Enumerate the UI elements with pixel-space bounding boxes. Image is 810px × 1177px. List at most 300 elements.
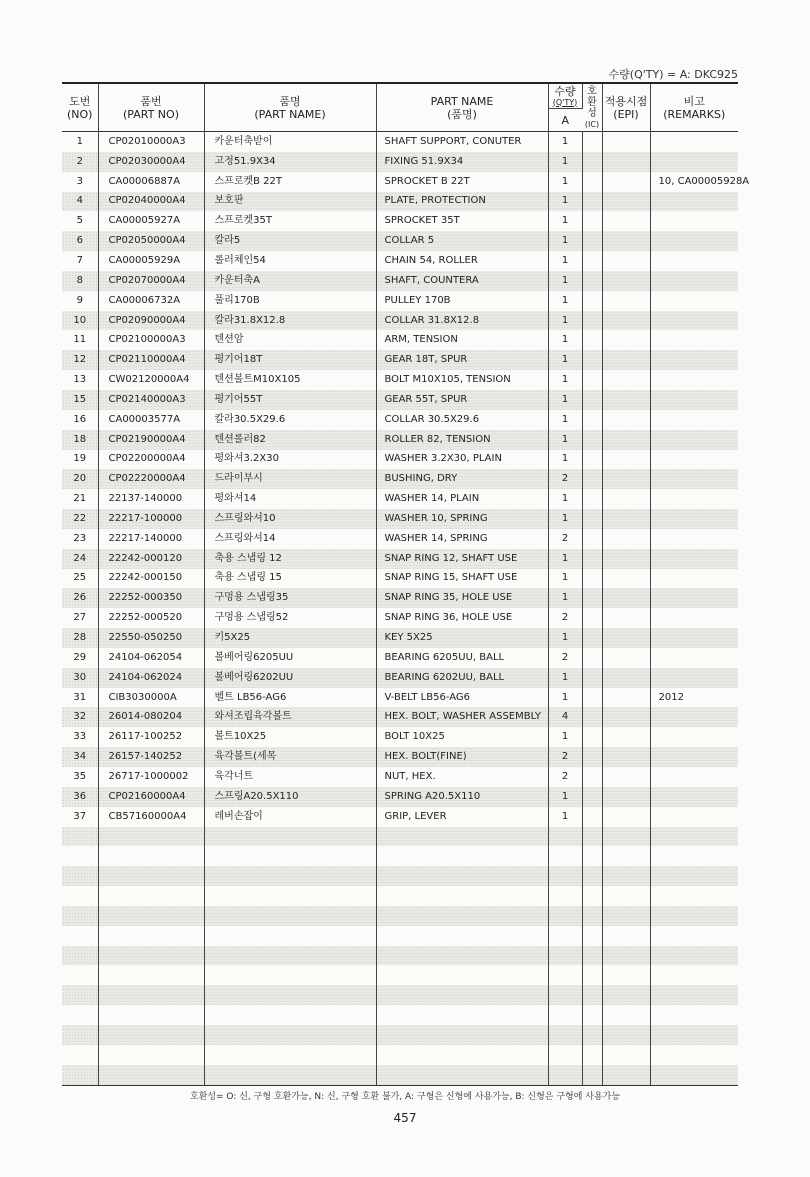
cell-kr: 레버손잡이: [204, 807, 376, 827]
cell-qa: 1: [548, 688, 582, 708]
cell-epi: [602, 291, 650, 311]
cell-qa: [548, 866, 582, 886]
cell-epi: [602, 529, 650, 549]
cell-en: SNAP RING 12, SHAFT USE: [376, 549, 548, 569]
cell-qa: 1: [548, 509, 582, 529]
cell-qa: [548, 846, 582, 866]
table-row: [62, 549, 738, 569]
cell-epi: [602, 965, 650, 985]
table-row: [62, 291, 738, 311]
table-row: [62, 271, 738, 291]
cell-pn: [98, 926, 204, 946]
cell-epi: [602, 469, 650, 489]
cell-rm: [650, 390, 738, 410]
cell-ic: [582, 450, 602, 470]
cell-pn: CP02200000A4: [98, 450, 204, 470]
cell-en: BEARING 6202UU, BALL: [376, 668, 548, 688]
cell-ic: [582, 946, 602, 966]
cell-rm: [650, 787, 738, 807]
cell-kr: 풀리170B: [204, 291, 376, 311]
cell-qa: [548, 985, 582, 1005]
cell-rm: [650, 529, 738, 549]
cell-rm: [650, 450, 738, 470]
cell-ic: [582, 688, 602, 708]
cell-ic: [582, 370, 602, 390]
cell-qa: 1: [548, 251, 582, 271]
cell-no: 2: [62, 152, 98, 172]
cell-en: [376, 926, 548, 946]
empty-row: [62, 985, 738, 1005]
cell-rm: [650, 509, 738, 529]
cell-qa: [548, 906, 582, 926]
cell-kr: 롤러체인54: [204, 251, 376, 271]
cell-rm: [650, 747, 738, 767]
cell-en: SPRING A20.5X110: [376, 787, 548, 807]
cell-rm: [650, 231, 738, 251]
cell-no: [62, 946, 98, 966]
cell-ic: [582, 965, 602, 985]
cell-pn: CA00006732A: [98, 291, 204, 311]
table-row: [62, 787, 738, 807]
cell-en: [376, 886, 548, 906]
cell-en: [376, 985, 548, 1005]
cell-pn: CA00005927A: [98, 211, 204, 231]
cell-ic: [582, 985, 602, 1005]
table-row: [62, 688, 738, 708]
cell-qa: 1: [548, 410, 582, 430]
cell-en: KEY 5X25: [376, 628, 548, 648]
cell-epi: [602, 152, 650, 172]
cell-epi: [602, 509, 650, 529]
header-part-no: 품번 (PART NO): [98, 83, 204, 132]
cell-rm: 10, CA00005928A: [658, 175, 750, 187]
cell-ic: [582, 707, 602, 727]
cell-qa: 2: [548, 608, 582, 628]
cell-pn: [98, 965, 204, 985]
cell-rm: [650, 648, 738, 668]
cell-rm: [650, 1045, 738, 1065]
cell-ic: [582, 787, 602, 807]
empty-row: [62, 926, 738, 946]
cell-en: [376, 846, 548, 866]
table-row: [62, 489, 738, 509]
cell-ic: [582, 231, 602, 251]
cell-ic: [582, 271, 602, 291]
cell-rm: [650, 985, 738, 1005]
cell-epi: [602, 251, 650, 271]
cell-kr: 스프로켓35T: [204, 211, 376, 231]
cell-en: [376, 1065, 548, 1085]
cell-ic: [582, 588, 602, 608]
cell-kr: 스프링A20.5X110: [204, 787, 376, 807]
cell-en: WASHER 3.2X30, PLAIN: [376, 450, 548, 470]
cell-epi: [602, 846, 650, 866]
cell-ic: [582, 569, 602, 589]
header-ic: 호 환 성 (IC): [582, 83, 602, 132]
table-row: [62, 132, 738, 152]
cell-epi: [602, 450, 650, 470]
cell-qa: 1: [548, 330, 582, 350]
cell-no: 12: [62, 350, 98, 370]
cell-epi: [602, 926, 650, 946]
cell-no: 30: [62, 668, 98, 688]
cell-epi: [602, 588, 650, 608]
cell-qa: 1: [548, 628, 582, 648]
cell-ic: [582, 152, 602, 172]
cell-epi: [602, 211, 650, 231]
cell-kr: 텐션볼트M10X105: [204, 370, 376, 390]
table-row: [62, 350, 738, 370]
cell-ic: [582, 489, 602, 509]
empty-row: [62, 1045, 738, 1065]
cell-kr: 텐션롤러82: [204, 430, 376, 450]
cell-en: [376, 866, 548, 886]
table-row: [62, 648, 738, 668]
cell-kr: 축용 스냅링 15: [204, 569, 376, 589]
cell-epi: [602, 390, 650, 410]
cell-kr: [204, 1065, 376, 1085]
cell-qa: [548, 1025, 582, 1045]
cell-ic: [582, 926, 602, 946]
cell-epi: [602, 1005, 650, 1025]
cell-epi: [602, 569, 650, 589]
cell-en: [376, 1005, 548, 1025]
cell-pn: CIB3030000A: [98, 688, 204, 708]
cell-en: BUSHING, DRY: [376, 469, 548, 489]
cell-kr: 보호판: [204, 192, 376, 212]
cell-rm: [650, 370, 738, 390]
qty-note: 수량(Q'TY) = A: DKC925: [608, 68, 738, 81]
footnote: 호환성= O: 신, 구형 호환가능, N: 신, 구형 호환 불가, A: 구형은 신형에 사용가능, B: 신형은 구형에 사용가능: [189, 1092, 621, 1102]
cell-ic: [582, 172, 602, 192]
cell-kr: 스프로켓B 22T: [204, 172, 376, 192]
cell-kr: [204, 866, 376, 886]
cell-epi: [602, 271, 650, 291]
cell-en: PLATE, PROTECTION: [376, 192, 548, 212]
cell-ic: [582, 1025, 602, 1045]
cell-no: 8: [62, 271, 98, 291]
cell-epi: [602, 688, 650, 708]
cell-kr: 칼라30.5X29.6: [204, 410, 376, 430]
cell-rm: [650, 330, 738, 350]
cell-qa: 2: [548, 767, 582, 787]
cell-pn: 24104-062024: [98, 668, 204, 688]
cell-en: WASHER 14, PLAIN: [376, 489, 548, 509]
cell-pn: CP02160000A4: [98, 787, 204, 807]
cell-en: WASHER 10, SPRING: [376, 509, 548, 529]
cell-rm: [650, 211, 738, 231]
header-remarks: 비고 (REMARKS): [650, 83, 738, 132]
table-row: [62, 211, 738, 231]
cell-ic: [582, 390, 602, 410]
cell-pn: CP02040000A4: [98, 192, 204, 212]
cell-pn: CP02070000A4: [98, 271, 204, 291]
cell-no: 9: [62, 291, 98, 311]
cell-no: [62, 965, 98, 985]
cell-qa: [548, 1045, 582, 1065]
cell-rm: [650, 628, 738, 648]
cell-no: [62, 846, 98, 866]
cell-no: [62, 985, 98, 1005]
cell-kr: 평기어18T: [204, 350, 376, 370]
empty-row: [62, 946, 738, 966]
cell-en: FIXING 51.9X34: [376, 152, 548, 172]
cell-epi: [602, 489, 650, 509]
cell-rm: [650, 152, 738, 172]
cell-ic: [582, 291, 602, 311]
cell-no: [62, 886, 98, 906]
cell-en: [376, 946, 548, 966]
empty-row: [62, 827, 738, 847]
cell-epi: [602, 430, 650, 450]
cell-no: [62, 827, 98, 847]
cell-ic: [582, 886, 602, 906]
cell-no: 13: [62, 370, 98, 390]
cell-ic: [582, 648, 602, 668]
cell-pn: 24104-062054: [98, 648, 204, 668]
cell-qa: 1: [548, 668, 582, 688]
cell-qa: [548, 965, 582, 985]
cell-epi: [602, 866, 650, 886]
cell-kr: 볼트10X25: [204, 727, 376, 747]
cell-qa: 1: [548, 311, 582, 331]
cell-en: HEX. BOLT(FINE): [376, 747, 548, 767]
cell-en: [376, 1025, 548, 1045]
cell-epi: [602, 1065, 650, 1085]
cell-qa: 1: [548, 192, 582, 212]
table-row: [62, 172, 738, 192]
cell-no: [62, 906, 98, 926]
cell-ic: [582, 549, 602, 569]
cell-rm: [650, 350, 738, 370]
cell-no: 15: [62, 390, 98, 410]
cell-no: 4: [62, 192, 98, 212]
cell-pn: [98, 866, 204, 886]
cell-rm: [650, 727, 738, 747]
cell-epi: [602, 807, 650, 827]
cell-kr: 구멍용 스냅링35: [204, 588, 376, 608]
cell-rm: [650, 668, 738, 688]
cell-pn: [98, 1045, 204, 1065]
cell-qa: 2: [548, 747, 582, 767]
table-row: [62, 469, 738, 489]
cell-rm: [650, 430, 738, 450]
cell-no: 6: [62, 231, 98, 251]
cell-qa: 1: [548, 787, 582, 807]
cell-rm: [650, 827, 738, 847]
cell-epi: [602, 827, 650, 847]
cell-en: ROLLER 82, TENSION: [376, 430, 548, 450]
cell-ic: [582, 509, 602, 529]
table-row: [62, 807, 738, 827]
cell-pn: CW02120000A4: [98, 370, 204, 390]
cell-no: 22: [62, 509, 98, 529]
cell-no: [62, 1065, 98, 1085]
cell-pn: 26717-1000002: [98, 767, 204, 787]
cell-no: [62, 1045, 98, 1065]
cell-qa: 1: [548, 569, 582, 589]
cell-kr: 스프링와셔10: [204, 509, 376, 529]
parts-table: [62, 82, 750, 1086]
cell-kr: 드라이부시: [204, 469, 376, 489]
cell-rm: [650, 906, 738, 926]
table-row: [62, 410, 738, 430]
cell-no: 32: [62, 707, 98, 727]
empty-row: [62, 906, 738, 926]
cell-ic: [582, 827, 602, 847]
cell-no: 29: [62, 648, 98, 668]
cell-qa: [548, 926, 582, 946]
cell-no: 5: [62, 211, 98, 231]
cell-kr: 볼베어링6205UU: [204, 648, 376, 668]
cell-no: [62, 1005, 98, 1025]
cell-en: SPROCKET B 22T: [376, 172, 548, 192]
table-row: [62, 430, 738, 450]
cell-kr: [204, 965, 376, 985]
cell-no: 19: [62, 450, 98, 470]
cell-en: [376, 827, 548, 847]
table-row: [62, 569, 738, 589]
table-row: [62, 747, 738, 767]
empty-row: [62, 866, 738, 886]
cell-qa: [548, 946, 582, 966]
cell-epi: [602, 648, 650, 668]
cell-pn: 22242-000150: [98, 569, 204, 589]
cell-pn: CB57160000A4: [98, 807, 204, 827]
cell-pn: CP02050000A4: [98, 231, 204, 251]
cell-rm: [650, 965, 738, 985]
cell-en: GEAR 18T, SPUR: [376, 350, 548, 370]
cell-pn: 22252-000350: [98, 588, 204, 608]
cell-ic: [582, 529, 602, 549]
cell-epi: [602, 330, 650, 350]
cell-rm: [650, 886, 738, 906]
cell-en: NUT, HEX.: [376, 767, 548, 787]
empty-row: [62, 886, 738, 906]
table-row: [62, 509, 738, 529]
cell-kr: 카운터축A: [204, 271, 376, 291]
cell-epi: [602, 727, 650, 747]
cell-epi: [602, 608, 650, 628]
cell-rm: [650, 311, 738, 331]
cell-kr: 육각볼트(세목: [204, 747, 376, 767]
cell-qa: 1: [548, 430, 582, 450]
cell-kr: [204, 1005, 376, 1025]
cell-pn: [98, 1025, 204, 1045]
table-row: [62, 251, 738, 271]
cell-pn: CP02190000A4: [98, 430, 204, 450]
cell-no: 26: [62, 588, 98, 608]
cell-rm: [650, 846, 738, 866]
cell-kr: 텐션암: [204, 330, 376, 350]
cell-kr: 축용 스냅링 12: [204, 549, 376, 569]
cell-no: 3: [62, 172, 98, 192]
table-row: [62, 390, 738, 410]
empty-row: [62, 846, 738, 866]
table-row: [62, 767, 738, 787]
cell-kr: 구멍용 스냅링52: [204, 608, 376, 628]
cell-rm: 2012: [658, 691, 684, 703]
cell-ic: [582, 866, 602, 886]
cell-en: ARM, TENSION: [376, 330, 548, 350]
cell-rm: [650, 132, 738, 152]
cell-kr: [204, 946, 376, 966]
cell-kr: 스프링와셔14: [204, 529, 376, 549]
table-row: [62, 588, 738, 608]
cell-ic: [582, 1005, 602, 1025]
table-row: [62, 152, 738, 172]
cell-epi: [602, 707, 650, 727]
cell-ic: [582, 430, 602, 450]
cell-epi: [602, 747, 650, 767]
cell-pn: 26014-080204: [98, 707, 204, 727]
cell-rm: [650, 410, 738, 430]
cell-kr: [204, 827, 376, 847]
cell-qa: 1: [548, 172, 582, 192]
header-part-name-kr: 품명 (PART NAME): [204, 83, 376, 132]
cell-qa: 1: [548, 271, 582, 291]
cell-pn: CP02090000A4: [98, 311, 204, 331]
cell-qa: 2: [548, 469, 582, 489]
cell-rm: [650, 569, 738, 589]
cell-rm: [650, 588, 738, 608]
cell-epi: [602, 906, 650, 926]
cell-en: SNAP RING 35, HOLE USE: [376, 588, 548, 608]
cell-no: 20: [62, 469, 98, 489]
cell-qa: 1: [548, 370, 582, 390]
table-row: [62, 668, 738, 688]
cell-pn: 22550-050250: [98, 628, 204, 648]
cell-qa: 1: [548, 489, 582, 509]
cell-pn: CA00006887A: [98, 172, 204, 192]
cell-en: [376, 1045, 548, 1065]
cell-en: WASHER 14, SPRING: [376, 529, 548, 549]
cell-rm: [650, 291, 738, 311]
cell-ic: [582, 668, 602, 688]
cell-en: HEX. BOLT, WASHER ASSEMBLY: [376, 707, 548, 727]
cell-en: SHAFT SUPPORT, CONUTER: [376, 132, 548, 152]
cell-epi: [602, 132, 650, 152]
cell-rm: [650, 549, 738, 569]
cell-qa: 1: [548, 727, 582, 747]
cell-epi: [602, 886, 650, 906]
cell-kr: [204, 886, 376, 906]
cell-qa: [548, 1005, 582, 1025]
cell-rm: [650, 807, 738, 827]
cell-kr: 평기어55T: [204, 390, 376, 410]
cell-epi: [602, 370, 650, 390]
cell-kr: 와셔조립육각볼트: [204, 707, 376, 727]
cell-rm: [650, 192, 738, 212]
cell-epi: [602, 767, 650, 787]
cell-kr: [204, 1025, 376, 1045]
cell-qa: 1: [548, 588, 582, 608]
cell-en: [376, 965, 548, 985]
cell-pn: CA00005929A: [98, 251, 204, 271]
cell-qa: 1: [548, 549, 582, 569]
cell-qa: 2: [548, 529, 582, 549]
cell-qa: 1: [548, 152, 582, 172]
cell-kr: [204, 906, 376, 926]
cell-en: SHAFT, COUNTERA: [376, 271, 548, 291]
cell-qa: [548, 827, 582, 847]
cell-pn: [98, 886, 204, 906]
cell-kr: 고정51.9X34: [204, 152, 376, 172]
cell-ic: [582, 311, 602, 331]
cell-kr: 칼라31.8X12.8: [204, 311, 376, 331]
table-row: [62, 311, 738, 331]
cell-rm: [650, 271, 738, 291]
